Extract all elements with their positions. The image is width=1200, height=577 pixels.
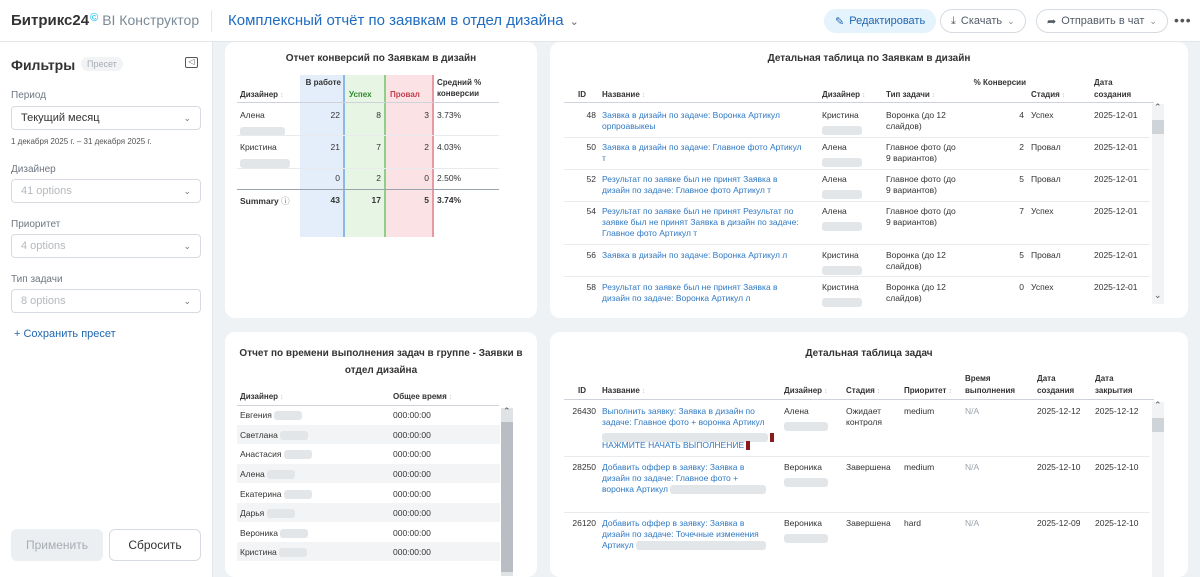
row-created: 2025-12-01: [1094, 206, 1138, 216]
row-designer: Кристина: [822, 250, 859, 260]
time-row-name: [240, 449, 312, 459]
tasks-title: Детальная таблица задач: [805, 348, 933, 359]
row-conv: 2: [1019, 142, 1024, 152]
download-label: Скачать: [960, 15, 1003, 27]
chevron-down-icon: ⌄: [183, 295, 191, 306]
detail-scroll-thumb[interactable]: [1152, 120, 1164, 134]
report-title-dropdown[interactable]: [228, 12, 579, 29]
row-name-link[interactable]: Выполнить заявку: Заявка в дизайн по: [602, 406, 755, 416]
chevron-up-icon[interactable]: ⌃: [1154, 400, 1162, 410]
conv-avg: 4.03%: [437, 142, 462, 152]
col-created[interactable]: Дата создания: [1037, 374, 1075, 395]
row-stage: контроля: [846, 417, 882, 427]
row-id: 54: [586, 206, 596, 216]
row-created: 2025-12-12: [1037, 406, 1081, 416]
blurred-surname: [822, 218, 862, 236]
row-type: слайдов): [886, 121, 922, 131]
designer-select[interactable]: [11, 179, 201, 203]
col-stage[interactable]: Стадия ↕: [846, 386, 880, 395]
row-type: Главное фото (до: [886, 142, 956, 152]
row-name-link[interactable]: [602, 440, 750, 451]
info-icon[interactable]: ⓘ: [281, 196, 290, 206]
reset-button[interactable]: Сбросить: [109, 529, 201, 561]
chevron-down-icon: ⌄: [1149, 15, 1157, 26]
download-button[interactable]: [940, 9, 1026, 33]
row-id: 56: [586, 250, 596, 260]
row-name-link[interactable]: Заявка в дизайн по задаче: Воронка Артикул л: [602, 250, 788, 260]
row-designer: Кристина: [822, 110, 859, 120]
tasks-table-panel: [550, 332, 1188, 577]
send-to-chat-button[interactable]: [1036, 9, 1168, 33]
row-stage: Ожидает: [846, 406, 882, 416]
summary-avg: 3.74%: [437, 195, 462, 205]
time-report-panel: [225, 332, 537, 577]
time-row-name: [240, 489, 312, 499]
edit-label: Редактировать: [849, 15, 926, 27]
time-row-value: 000:00:00: [393, 508, 431, 518]
row-created: 2025-12-01: [1094, 142, 1138, 152]
row-type: Воронка (до 12: [886, 282, 946, 292]
chevron-down-icon: ⌄: [569, 16, 579, 28]
chevron-down-icon: ⌄: [183, 185, 191, 196]
row-name-link[interactable]: дизайн по задаче: Точечные изменения: [602, 529, 759, 539]
name-text: Вероника: [240, 528, 278, 538]
chevron-down-icon[interactable]: ⌄: [1154, 290, 1162, 300]
row-name-link[interactable]: дизайн по задаче: Воронка Артикул л: [602, 293, 751, 303]
col-id[interactable]: ID: [578, 386, 586, 395]
conversion-title: Отчет конверсий по Заявкам в дизайн: [285, 53, 477, 64]
conv-success: 7: [376, 142, 381, 152]
save-preset-link[interactable]: + Сохранить пресет: [14, 328, 116, 340]
conv-success: 8: [376, 110, 381, 120]
report-title: Комплексный отчёт по заявкам в отдел дизайна: [228, 12, 564, 29]
priority-select[interactable]: [11, 234, 201, 258]
row-id: 50: [586, 142, 596, 152]
name-text: Евгения: [240, 410, 272, 420]
time-row-name: [240, 547, 307, 557]
row-type: 9 вариантов): [886, 185, 938, 195]
row-id: 26120: [572, 518, 596, 528]
chevron-down-icon: ⌄: [183, 112, 191, 123]
conv-inwork: 22: [330, 110, 340, 120]
row-designer: Алена: [784, 406, 809, 416]
tasktype-label: Тип задачи: [11, 274, 63, 285]
time-row-value: 000:00:00: [393, 547, 431, 557]
period-label: Период: [11, 90, 47, 101]
col-success[interactable]: Успех: [349, 90, 372, 99]
row-stage: Завершена: [846, 462, 891, 472]
row-name-link[interactable]: дизайн по задаче: Главное фото +: [602, 473, 739, 483]
row-stage: Провал: [1031, 250, 1061, 260]
app-name: BI Конструктор: [102, 12, 200, 28]
summary-fail: 5: [424, 195, 429, 205]
row-id: 48: [586, 110, 596, 120]
row-type: слайдов): [886, 293, 922, 303]
row-name-link[interactable]: т: [602, 153, 606, 163]
blurred-surname: [240, 123, 285, 141]
row-type: Воронка (до 12: [886, 250, 946, 260]
filters-title: Фильтры: [11, 57, 76, 73]
time-row-name: [240, 410, 302, 420]
row-priority: hard: [904, 518, 922, 528]
conv-row-name: Алена: [240, 110, 265, 120]
col-designer[interactable]: Дизайнер ↕: [240, 392, 283, 401]
row-designer: Вероника: [784, 462, 822, 472]
row-id: 52: [586, 174, 596, 184]
summary-label: [240, 195, 290, 207]
header-divider: [211, 10, 212, 32]
row-stage: Успех: [1031, 110, 1054, 120]
conv-inwork: 0: [335, 173, 340, 183]
preset-badge[interactable]: Пресет: [81, 57, 123, 71]
conv-row-name: Кристина: [240, 142, 277, 152]
col-type[interactable]: Тип задачи ↕: [886, 90, 935, 99]
blurred-surname: [822, 294, 862, 312]
name-text: Артикул: [602, 540, 634, 550]
row-created: 2025-12-01: [1094, 250, 1138, 260]
summary-inwork: 43: [330, 195, 340, 205]
time-row-name: [240, 508, 295, 518]
row-created: 2025-12-10: [1037, 462, 1081, 472]
col-designer[interactable]: Дизайнер ↕: [784, 386, 827, 395]
col-name[interactable]: Название ↕: [602, 386, 645, 395]
row-id: 28250: [572, 462, 596, 472]
row-closed: 2025-12-10: [1095, 462, 1139, 472]
time-row-value: 000:00:00: [393, 528, 431, 538]
row-priority: medium: [904, 462, 935, 472]
name-text: Екатерина: [240, 489, 282, 499]
conv-fail: 3: [424, 110, 429, 120]
row-created: 2025-12-01: [1094, 110, 1138, 120]
row-stage: Завершена: [846, 518, 891, 528]
col-id[interactable]: ID: [578, 90, 586, 99]
row-name-link[interactable]: дизайн по задаче: Главное фото Артикул т: [602, 185, 772, 195]
name-text: Алена: [240, 469, 265, 479]
row-duration: N/A: [965, 406, 980, 416]
blurred-surname: [240, 155, 290, 173]
row-name-link[interactable]: орпроавыкеы: [602, 121, 656, 131]
tasktype-select[interactable]: [11, 289, 201, 313]
logo-mark: ©: [90, 12, 99, 24]
row-stage: Успех: [1031, 206, 1054, 216]
row-name-link[interactable]: Результат по заявке был не принят Заявка в: [602, 282, 778, 292]
name-text: Анастасия: [240, 449, 282, 459]
send-label: Отправить в чат: [1061, 15, 1145, 27]
summary-text: Summary: [240, 196, 279, 206]
conv-fail: 2: [424, 142, 429, 152]
time-scroll-thumb[interactable]: [501, 422, 513, 572]
chevron-down-icon: ⌄: [183, 240, 191, 251]
bitrix-logo[interactable]: [11, 12, 199, 29]
row-closed: 2025-12-10: [1095, 518, 1139, 528]
col-designer[interactable]: Дизайнер ↕: [240, 90, 283, 99]
conv-success: 2: [376, 173, 381, 183]
row-name-link[interactable]: задаче: Главное фото + воронка Артикул: [602, 417, 765, 427]
tasks-scroll-thumb[interactable]: [1152, 418, 1164, 432]
priority-label: Приоритет: [11, 219, 61, 230]
col-duration[interactable]: Время выполнения: [965, 374, 1016, 395]
time-row-value: 000:00:00: [393, 430, 431, 440]
time-row-name: [240, 528, 308, 538]
conversion-report-panel: [225, 42, 537, 318]
edit-button[interactable]: [824, 9, 936, 33]
row-designer: Алена: [822, 206, 847, 216]
time-row-value: 000:00:00: [393, 489, 431, 499]
time-report-title: Отчет по времени выполнения задач в группе - Заявки в отдел дизайна: [239, 348, 523, 376]
row-name-link[interactable]: Заявка в дизайн по задаче: Главное фото Артикул: [602, 142, 802, 152]
row-priority: medium: [904, 406, 935, 416]
logo-text: Битрикс24: [11, 12, 90, 29]
chevron-up-icon[interactable]: ⌃: [503, 406, 511, 416]
row-type: Главное фото (до: [886, 174, 956, 184]
row-name-link[interactable]: [602, 484, 766, 495]
row-type: Воронка (до 12: [886, 110, 946, 120]
apply-button[interactable]: Применить: [11, 529, 103, 561]
start-action-text: НАЖМИТЕ НАЧАТЬ ВЫПОЛНЕНИЕ: [602, 440, 745, 450]
row-designer: Вероника: [784, 518, 822, 528]
row-type: 9 вариантов): [886, 217, 938, 227]
chevron-down-icon: ⌄: [1007, 15, 1015, 26]
time-row-value: 000:00:00: [393, 449, 431, 459]
row-created: 2025-12-09: [1037, 518, 1081, 528]
row-stage: Провал: [1031, 174, 1061, 184]
flag-icon: [746, 441, 750, 450]
row-designer: Алена: [822, 142, 847, 152]
col-avg[interactable]: Средний % конверсии: [437, 78, 482, 98]
name-text: Кристина: [240, 547, 277, 557]
period-range: 1 декабря 2025 г. – 31 декабря 2025 г.: [11, 137, 152, 146]
period-value: Текущий месяц: [21, 112, 100, 124]
row-name-link[interactable]: Главное фото Артикул т: [602, 228, 698, 238]
time-row-name: [240, 469, 295, 479]
conv-fail: 0: [424, 173, 429, 183]
row-name-link[interactable]: Заявка в дизайн по задаче: Воронка Артикул: [602, 110, 780, 120]
detail-title: Детальная таблица по Заявкам в дизайн: [767, 53, 971, 64]
row-stage: Провал: [1031, 142, 1061, 152]
col-fail[interactable]: Провал: [390, 90, 420, 99]
row-type: Главное фото (до: [886, 206, 956, 216]
row-duration: N/A: [965, 518, 980, 528]
collapse-panel-icon[interactable]: ◁: [185, 57, 198, 68]
blurred-surname: [784, 530, 828, 548]
col-total-time[interactable]: Общее время ↕: [393, 392, 452, 401]
period-select[interactable]: [11, 106, 201, 130]
pencil-icon: ✎: [835, 15, 845, 28]
row-name-link[interactable]: [602, 540, 766, 551]
row-stage: Успех: [1031, 282, 1054, 292]
more-icon[interactable]: •••: [1174, 12, 1192, 28]
row-designer: Кристина: [822, 282, 859, 292]
col-stage[interactable]: Стадия ↕: [1031, 90, 1065, 99]
row-type: слайдов): [886, 261, 922, 271]
name-text: воронка Артикул: [602, 484, 668, 494]
blurred-surname: [784, 418, 828, 436]
summary-success: 17: [371, 195, 381, 205]
conv-inwork: 21: [330, 142, 340, 152]
col-priority[interactable]: Приоритет ↕: [904, 386, 952, 395]
col-designer[interactable]: Дизайнер ↕: [822, 90, 865, 99]
row-id: 26430: [572, 406, 596, 416]
row-created: 2025-12-01: [1094, 282, 1138, 292]
designer-placeholder: 41 options: [21, 185, 72, 197]
blurred-surname: [822, 262, 862, 280]
top-bar: [0, 0, 1200, 42]
row-designer: Алена: [822, 174, 847, 184]
share-icon: ➦: [1047, 15, 1057, 28]
col-created[interactable]: Дата создания: [1094, 78, 1132, 99]
row-conv: 5: [1019, 174, 1024, 184]
time-row-name: [240, 430, 308, 440]
blurred-surname: [784, 474, 828, 492]
time-row-value: 000:00:00: [393, 410, 431, 420]
row-conv: 4: [1019, 110, 1024, 120]
col-conv[interactable]: % Конверсии: [973, 78, 1026, 87]
col-closed[interactable]: Дата закрытия: [1095, 374, 1133, 395]
row-name-link[interactable]: Добавить оффер в заявку: Заявка в: [602, 462, 745, 472]
row-conv: 5: [1019, 250, 1024, 260]
row-created: 2025-12-01: [1094, 174, 1138, 184]
name-text: Светлана: [240, 430, 278, 440]
download-icon: ⤓: [951, 14, 956, 27]
tasktype-placeholder: 8 options: [21, 295, 66, 307]
chevron-up-icon[interactable]: ⌃: [1154, 102, 1162, 112]
row-name-link[interactable]: заявке был не принят Заявка в дизайн по задаче:: [602, 217, 799, 227]
row-type: 9 вариантов): [886, 153, 938, 163]
row-closed: 2025-12-12: [1095, 406, 1139, 416]
col-name[interactable]: Название ↕: [602, 90, 645, 99]
detail-table-panel: [550, 42, 1188, 318]
col-inwork[interactable]: В работе: [305, 78, 341, 87]
row-name-link[interactable]: Результат по заявке был не принят Заявка в: [602, 174, 778, 184]
row-duration: N/A: [965, 462, 980, 472]
time-row-value: 000:00:00: [393, 469, 431, 479]
row-conv: 7: [1019, 206, 1024, 216]
conv-avg: 2.50%: [437, 173, 462, 183]
conv-avg: 3.73%: [437, 110, 462, 120]
flag-icon: [770, 433, 774, 442]
designer-label: Дизайнер: [11, 164, 56, 175]
row-name-link[interactable]: Добавить оффер в заявку: Заявка в: [602, 518, 745, 528]
row-id: 58: [586, 282, 596, 292]
priority-placeholder: 4 options: [21, 240, 66, 252]
row-conv: 0: [1019, 282, 1024, 292]
filters-sidebar: [0, 42, 213, 577]
detail-scrollbar[interactable]: [1152, 104, 1164, 304]
row-name-link[interactable]: Результат по заявке был не принят Результат по: [602, 206, 794, 216]
name-text: Дарья: [240, 508, 265, 518]
